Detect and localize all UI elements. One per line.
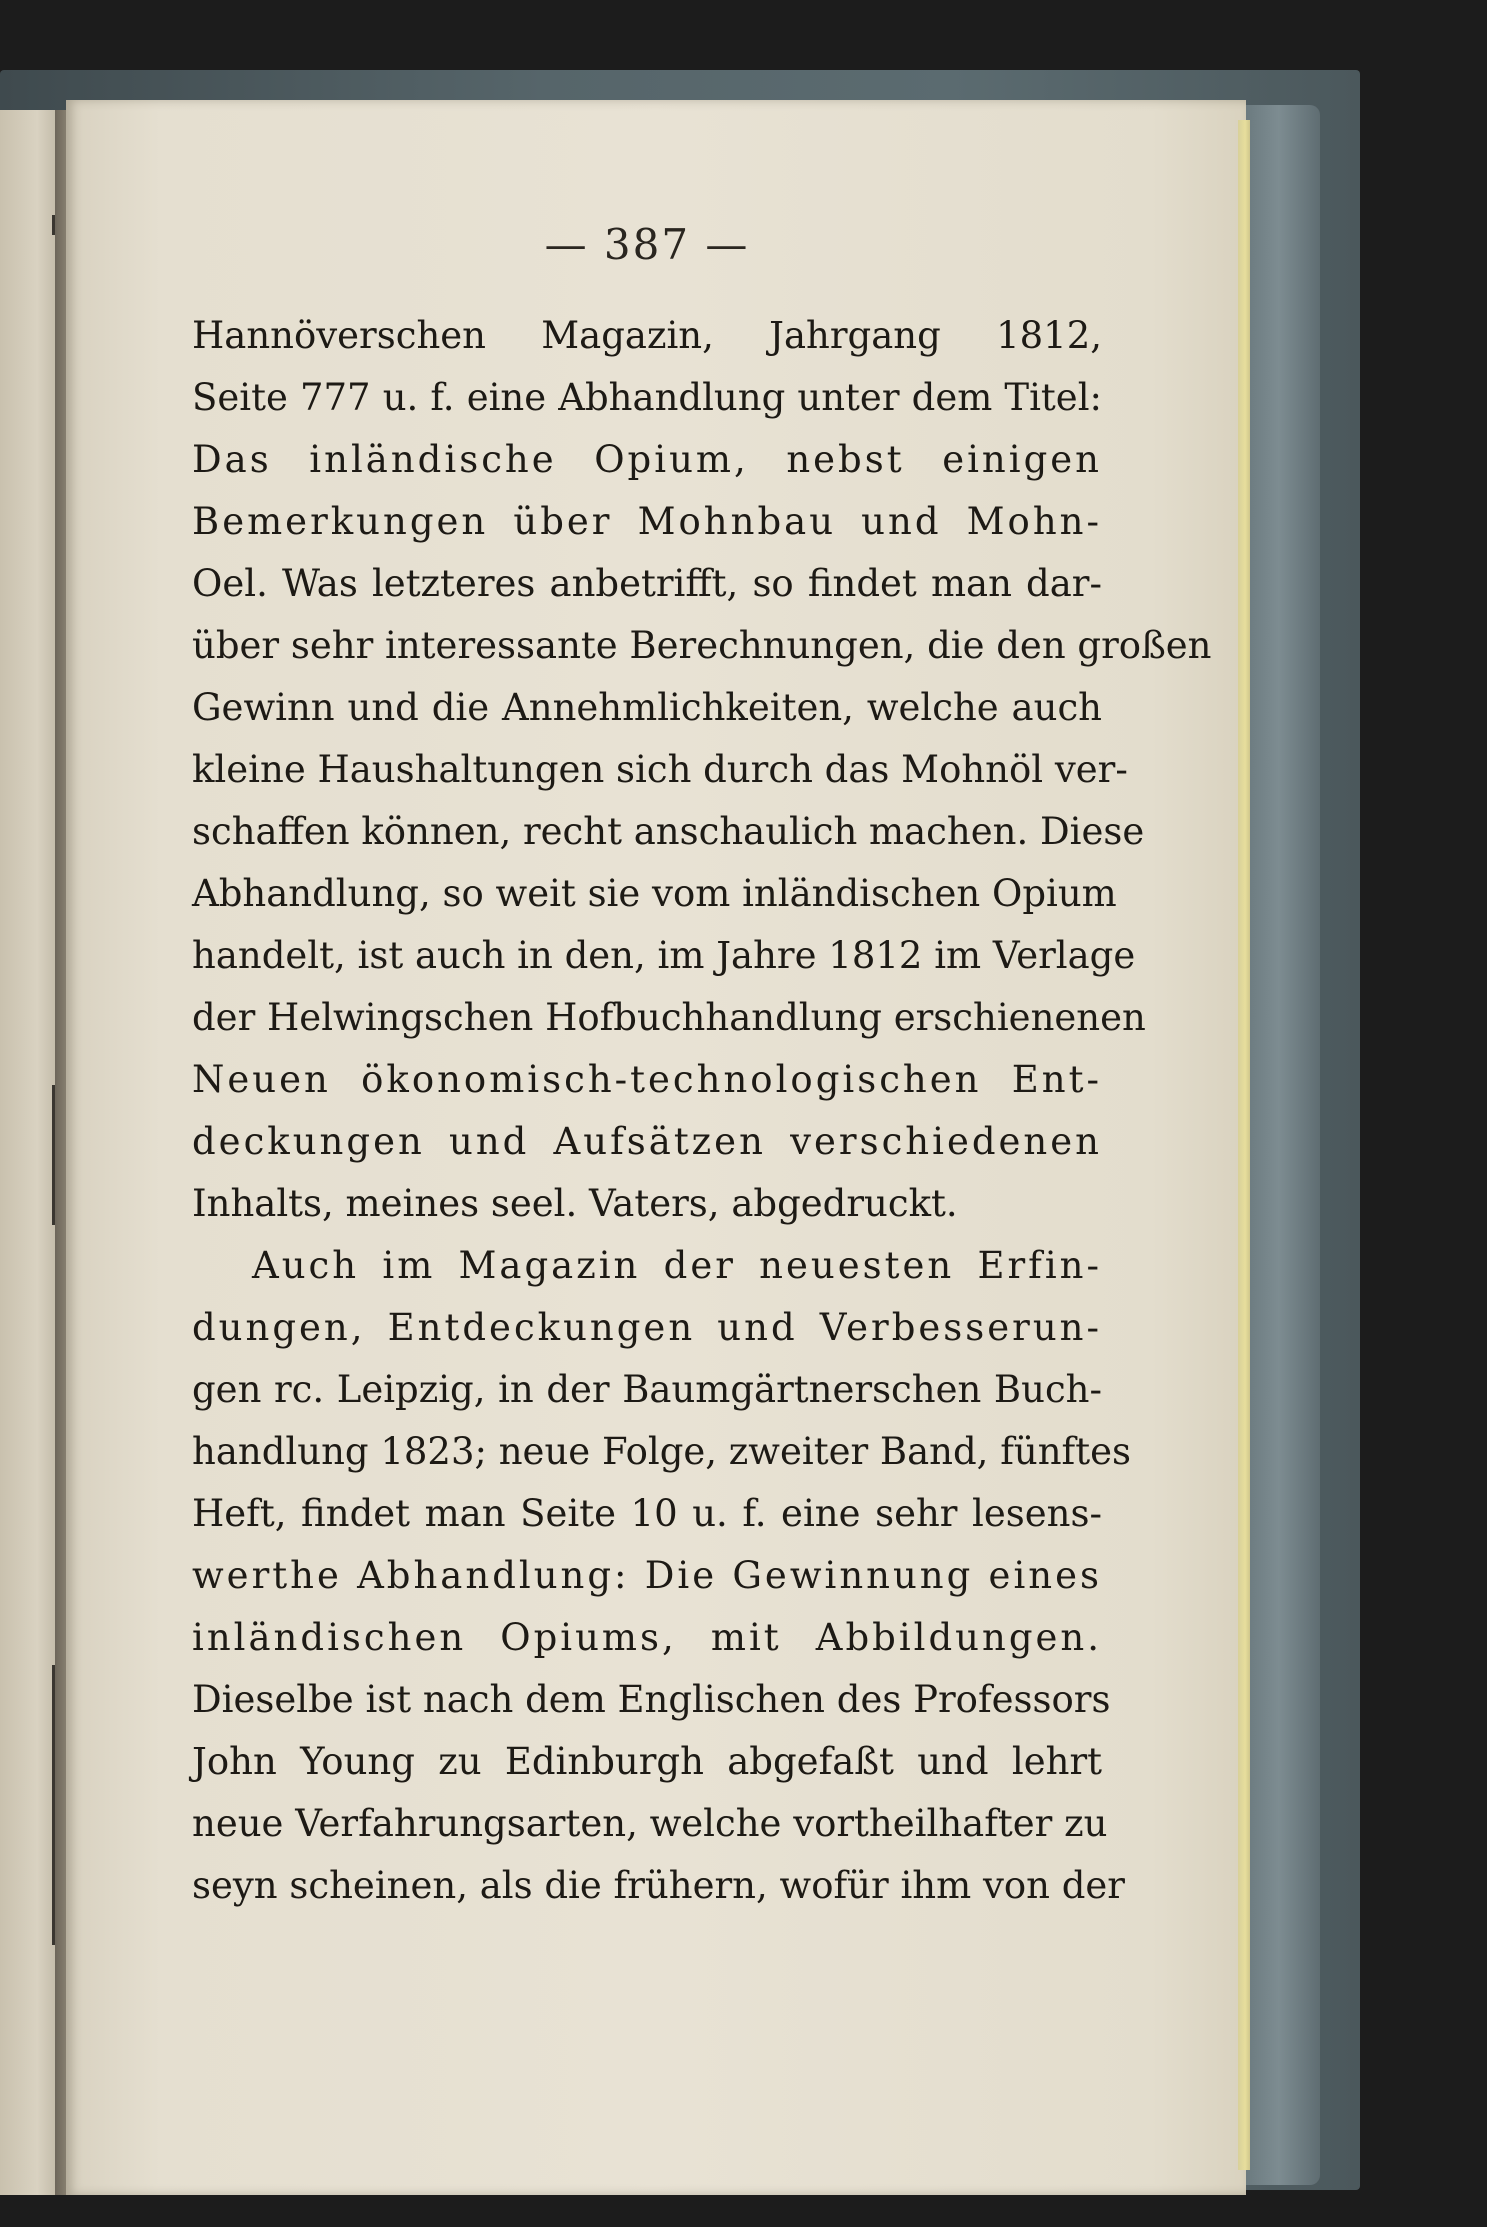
text-line: werthe Abhandlung: Die Gewinnung eines [192,1554,1102,1597]
text-line: neue Verfahrungsarten, welche vortheilhafter zu [192,1802,1108,1845]
text-line: Inhalts, meines seel. Vaters, abgedruckt. [192,1182,958,1225]
text-line: handelt, ist auch in den, im Jahre 1812 im Verlage [192,934,1136,977]
text-line: über sehr interessante Berechnungen, die den großen [192,624,1212,667]
text-line: Hannöverschen Magazin, Jahrgang 1812, [192,314,1102,357]
margin-mark [52,1665,55,1945]
text-line: Das inländische Opium, nebst einigen [192,438,1102,481]
text-line: Seite 777 u. f. eine Abhandlung unter dem Titel: [192,376,1102,419]
text-line: dungen, Entdeckungen und Verbesserun- [192,1306,1102,1349]
text-line: seyn scheinen, als die frühern, wofür ihm von der [192,1864,1125,1907]
text-line: Oel. Was letzteres anbetrifft, so findet man dar- [192,562,1102,605]
text-line: Heft, findet man Seite 10 u. f. eine sehr lesens- [192,1492,1102,1535]
text-line: schaffen können, recht anschaulich machen. Diese [192,810,1145,853]
text-line: Abhandlung, so weit sie vom inländischen Opium [192,872,1117,915]
text-line: der Helwingschen Hofbuchhandlung erschienenen [192,996,1146,1039]
text-line: gen rc. Leipzig, in der Baumgärtnerschen Buch- [192,1368,1102,1411]
text-line: Neuen ökonomisch-technologischen Ent- [192,1058,1102,1101]
text-line: kleine Haushaltungen sich durch das Mohnöl ver- [192,748,1128,791]
text-line: deckungen und Aufsätzen verschiedenen [192,1120,1102,1163]
margin-mark [52,1085,55,1225]
text-line: John Young zu Edinburgh abgefaßt und lehrt [192,1740,1102,1783]
cover-edge [1245,105,1320,2185]
text-line: Bemerkungen über Mohnbau und Mohn- [192,500,1102,543]
text-line: handlung 1823; neue Folge, zweiter Band, fünftes [192,1430,1132,1473]
page-edge [1238,120,1250,2170]
text-line: Gewinn und die Annehmlichkeiten, welche auch [192,686,1102,729]
margin-mark [52,215,55,235]
text-line: inländischen Opiums, mit Abbildungen. [192,1616,1102,1659]
text-line: Auch im Magazin der neuesten Erfin- [252,1244,1102,1287]
page-number: — 387 — [544,220,750,269]
text-line: Dieselbe ist nach dem Englischen des Professors [192,1678,1111,1721]
